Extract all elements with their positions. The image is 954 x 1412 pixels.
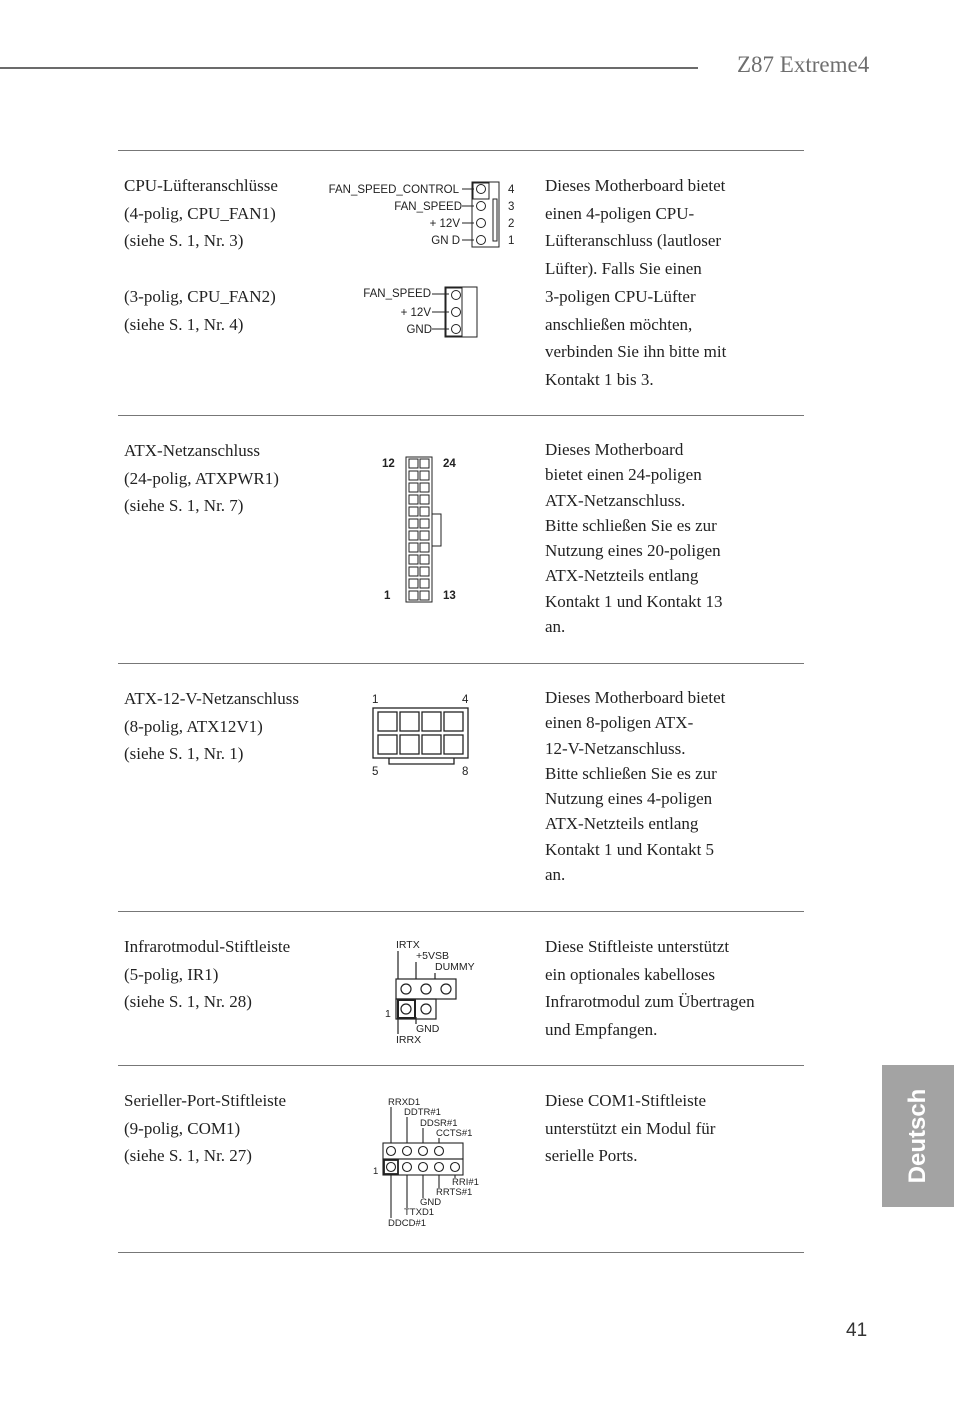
com-header-diagram — [370, 1093, 495, 1228]
pin-label: 1 — [384, 590, 391, 602]
pin-label: FAN_SPEED — [394, 201, 462, 213]
pin — [409, 591, 418, 600]
pin-label: IRRX — [396, 1034, 422, 1046]
pin — [421, 1004, 431, 1014]
ir-header-diagram — [380, 935, 500, 1050]
pin-label: 24 — [443, 458, 456, 470]
pin-label: GND — [416, 1023, 440, 1035]
pin-label: IRTX — [396, 939, 420, 951]
latch — [432, 514, 441, 546]
pin-grid — [409, 459, 429, 600]
pin — [422, 712, 441, 731]
pin-label: 13 — [443, 590, 456, 602]
pin — [444, 735, 463, 754]
pin-number: 2 — [508, 218, 515, 230]
pin-label: DUMMY — [435, 961, 475, 973]
pin — [409, 495, 418, 504]
language-tab — [882, 1065, 954, 1207]
page-number: 41 — [846, 1320, 868, 1341]
pin — [420, 495, 429, 504]
atx12v-title: ATX-12-V-Netzanschluss (8-polig, ATX12V1) (siehe S. 1, Nr. 1) — [124, 689, 300, 764]
pin-label: DDCD#1 — [388, 1218, 427, 1229]
atx12v-housing — [373, 708, 468, 758]
pin — [409, 483, 418, 492]
product-title: Z87 Extreme4 — [737, 52, 870, 77]
cpu-fan-connector-diagram — [310, 175, 530, 345]
pin-label: + 12V — [400, 307, 431, 319]
pin — [452, 291, 461, 300]
pin — [444, 712, 463, 731]
pin — [409, 555, 418, 564]
section-divider — [118, 663, 804, 664]
pin — [420, 459, 429, 468]
pin — [409, 459, 418, 468]
pin — [403, 1163, 412, 1172]
pin — [403, 1147, 412, 1156]
pin-label: 5 — [372, 766, 379, 778]
pin — [420, 567, 429, 576]
cpu-fan-description: Dieses Motherboard bietet einen 4-poligen CPU- Lüfteranschluss (lautloser Lüfter). Falls Sie einen 3-poligen CPU-Lüfter anschließen möchten, verbinden Sie ihn bitte mit Kontakt 1 bis 3. — [545, 176, 727, 389]
section-divider — [118, 415, 804, 416]
language-tab-label: Deutsch — [904, 1088, 931, 1184]
pin-label: CCTS#1 — [436, 1128, 473, 1139]
pin — [409, 507, 418, 516]
pin-label: FAN_SPEED_CONTROL — [328, 184, 459, 196]
pin — [435, 1147, 444, 1156]
header-rule — [0, 67, 698, 69]
pin-label: 1 — [372, 694, 379, 706]
pin-label: GN D — [431, 235, 460, 247]
pin-label: 4 — [462, 694, 469, 706]
pin — [477, 185, 486, 194]
pin-label: + 12V — [429, 218, 460, 230]
ir-description: Diese Stiftleiste unterstützt ein optionales kabelloses Infrarotmodul zum Übertragen und Empfangen. — [545, 937, 755, 1040]
pin — [420, 543, 429, 552]
pin-label: RRI#1 — [452, 1177, 479, 1188]
pin — [400, 735, 419, 754]
pin — [477, 219, 486, 228]
pin — [451, 1163, 460, 1172]
atx24-housing — [406, 457, 432, 602]
pin-label: 1 — [385, 1008, 391, 1020]
pin — [477, 236, 486, 245]
pin-label: GND — [420, 1197, 442, 1208]
pin — [387, 1163, 396, 1172]
pin — [409, 471, 418, 480]
pin — [420, 507, 429, 516]
pin-number: 4 — [508, 184, 515, 196]
section-divider — [118, 1065, 804, 1066]
pin-label: 1 — [373, 1166, 379, 1177]
pin — [420, 531, 429, 540]
atx12v-connector-diagram — [365, 690, 480, 785]
atx12v-description: Dieses Motherboard bietet einen 8-poligen ATX- 12-V-Netzanschluss. Bitte schließen Sie es zur Nutzung eines 4-poligen ATX-Netzteils entlang Kontakt 1 und Kontakt 5 an. — [545, 688, 726, 885]
com-title: Serieller-Port-Stiftleiste (9-polig, COM1) (siehe S. 1, Nr. 27) — [124, 1091, 287, 1166]
pin — [409, 543, 418, 552]
pin — [452, 325, 461, 334]
key-notch — [493, 199, 497, 241]
cpu-fan-title: CPU-Lüfteranschlüsse (4-polig, CPU_FAN1) (siehe S. 1, Nr. 3) (3-polig, CPU_FAN2) (siehe S. 1, Nr. 4) — [124, 176, 278, 334]
pin — [419, 1163, 428, 1172]
pin — [477, 202, 486, 211]
pin-label: +5VSB — [416, 950, 449, 962]
pin — [435, 1163, 444, 1172]
pin — [378, 712, 397, 731]
pin — [420, 519, 429, 528]
pin-box — [473, 183, 489, 199]
pin-label: DDTR#1 — [404, 1107, 441, 1118]
pin — [401, 984, 411, 994]
pin-label: DDSR#1 — [420, 1118, 458, 1129]
pin — [409, 531, 418, 540]
pin — [401, 1004, 411, 1014]
pin — [378, 735, 397, 754]
pin-label: 8 — [462, 766, 469, 778]
pin — [409, 519, 418, 528]
pin-number: 3 — [508, 201, 515, 213]
section-divider — [118, 1252, 804, 1253]
pin-label: 12 — [382, 458, 395, 470]
pin — [441, 984, 451, 994]
pin — [409, 567, 418, 576]
pin — [420, 483, 429, 492]
ir-row — [396, 979, 456, 999]
pin — [420, 579, 429, 588]
pin — [420, 591, 429, 600]
pin-label: RRXD1 — [388, 1097, 421, 1108]
pin — [420, 555, 429, 564]
atx24-connector-diagram — [370, 450, 470, 610]
com-description: Diese COM1-Stiftleiste unterstützt ein Modul für serielle Ports. — [545, 1091, 716, 1166]
pin-label: RRTS#1 — [436, 1187, 473, 1198]
pin-label: TTXD1 — [404, 1207, 435, 1218]
pin — [387, 1147, 396, 1156]
pin — [421, 984, 431, 994]
pin — [419, 1147, 428, 1156]
atx24-title: ATX-Netzanschluss (24-polig, ATXPWR1) (siehe S. 1, Nr. 7) — [124, 441, 279, 516]
pin — [400, 712, 419, 731]
fan4-housing — [472, 182, 499, 247]
pin-label: GND — [406, 324, 432, 336]
ir-title: Infrarotmodul-Stiftleiste (5-polig, IR1) (siehe S. 1, Nr. 28) — [124, 937, 291, 1012]
atx24-description: Dieses Motherboard bietet einen 24-poligen ATX-Netzanschluss. Bitte schließen Sie es zur Nutzung eines 20-poligen ATX-Netzteils entlang Kontakt 1 und Kontakt 13 an. — [545, 440, 723, 637]
pin-label: FAN_SPEED — [363, 288, 431, 300]
section-divider — [118, 150, 804, 151]
pin — [422, 735, 441, 754]
section-divider — [118, 911, 804, 912]
pin — [452, 308, 461, 317]
pin — [409, 579, 418, 588]
latch — [389, 758, 454, 764]
pin — [420, 471, 429, 480]
pin-number: 1 — [508, 235, 515, 247]
